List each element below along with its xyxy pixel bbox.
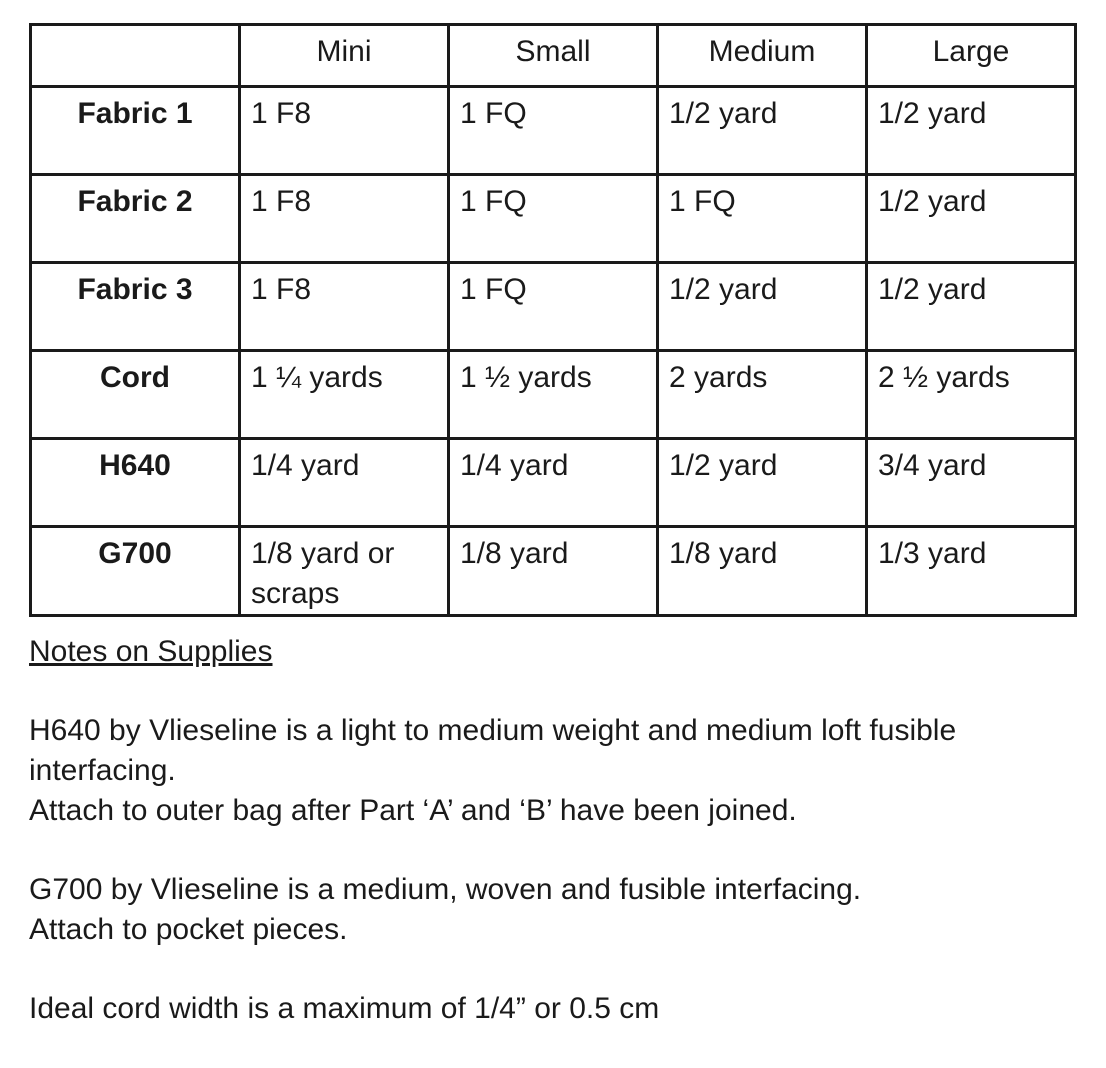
table-cell: 1 F8: [240, 263, 449, 351]
header-cell-medium: Medium: [658, 25, 867, 87]
table-cell: 3/4 yard: [867, 439, 1076, 527]
header-row: [31, 25, 1076, 87]
note-line: G700 by Vlieseline is a medium, woven and fusible interfacing.: [29, 873, 862, 906]
table-cell: 1/4 yard: [240, 439, 449, 527]
table-cell: 1/2 yard: [658, 263, 867, 351]
table-row: [31, 439, 1076, 527]
row-label: Fabric 1: [31, 87, 240, 175]
table-cell: 1 F8: [240, 87, 449, 175]
header-cell-small: Small: [449, 25, 658, 87]
table-cell: 1/2 yard: [867, 87, 1076, 175]
table-cell: 1/8 yard: [658, 527, 867, 616]
table-cell: 1 ¼ yards: [240, 351, 449, 439]
row-label: H640: [31, 439, 240, 527]
row-label: Fabric 3: [31, 263, 240, 351]
notes-section: [29, 632, 1079, 1068]
supplies-table: [29, 23, 1077, 617]
header-cell-empty: [31, 25, 240, 87]
note-line: H640 by Vlieseline is a light to medium weight and medium loft fusible interfacing.: [29, 714, 957, 787]
table-row: [31, 527, 1076, 616]
note-line: Attach to pocket pieces.: [29, 913, 348, 946]
note-paragraph-g700: [29, 870, 1079, 950]
table-cell: 1/2 yard: [658, 439, 867, 527]
note-line: Attach to outer bag after Part ‘A’ and ‘B’ have been joined.: [29, 794, 797, 827]
table-cell: 1 FQ: [449, 175, 658, 263]
table-row: [31, 175, 1076, 263]
notes-title: Notes on Supplies: [29, 635, 273, 668]
row-label: G700: [31, 527, 240, 616]
table-cell: 1/2 yard: [867, 175, 1076, 263]
table-cell: 1 FQ: [658, 175, 867, 263]
note-line: Ideal cord width is a maximum of 1/4” or 0.5 cm: [29, 992, 660, 1025]
table-cell: 2 ½ yards: [867, 351, 1076, 439]
table-cell: 1 FQ: [449, 87, 658, 175]
table-cell: 1/8 yard: [449, 527, 658, 616]
table-row: [31, 263, 1076, 351]
row-label: Fabric 2: [31, 175, 240, 263]
table-cell: 1 F8: [240, 175, 449, 263]
note-paragraph-h640: [29, 711, 1079, 831]
table-cell: 1 FQ: [449, 263, 658, 351]
table-cell: 1/8 yard or scraps: [240, 527, 449, 616]
table-row: [31, 87, 1076, 175]
header-cell-large: Large: [867, 25, 1076, 87]
table-cell: 2 yards: [658, 351, 867, 439]
note-paragraph-cord: [29, 989, 1079, 1029]
table-cell: 1/2 yard: [867, 263, 1076, 351]
table-row: [31, 351, 1076, 439]
header-cell-mini: Mini: [240, 25, 449, 87]
table-cell: 1 ½ yards: [449, 351, 658, 439]
table-cell: 1/4 yard: [449, 439, 658, 527]
table-cell: 1/3 yard: [867, 527, 1076, 616]
row-label: Cord: [31, 351, 240, 439]
table-cell: 1/2 yard: [658, 87, 867, 175]
